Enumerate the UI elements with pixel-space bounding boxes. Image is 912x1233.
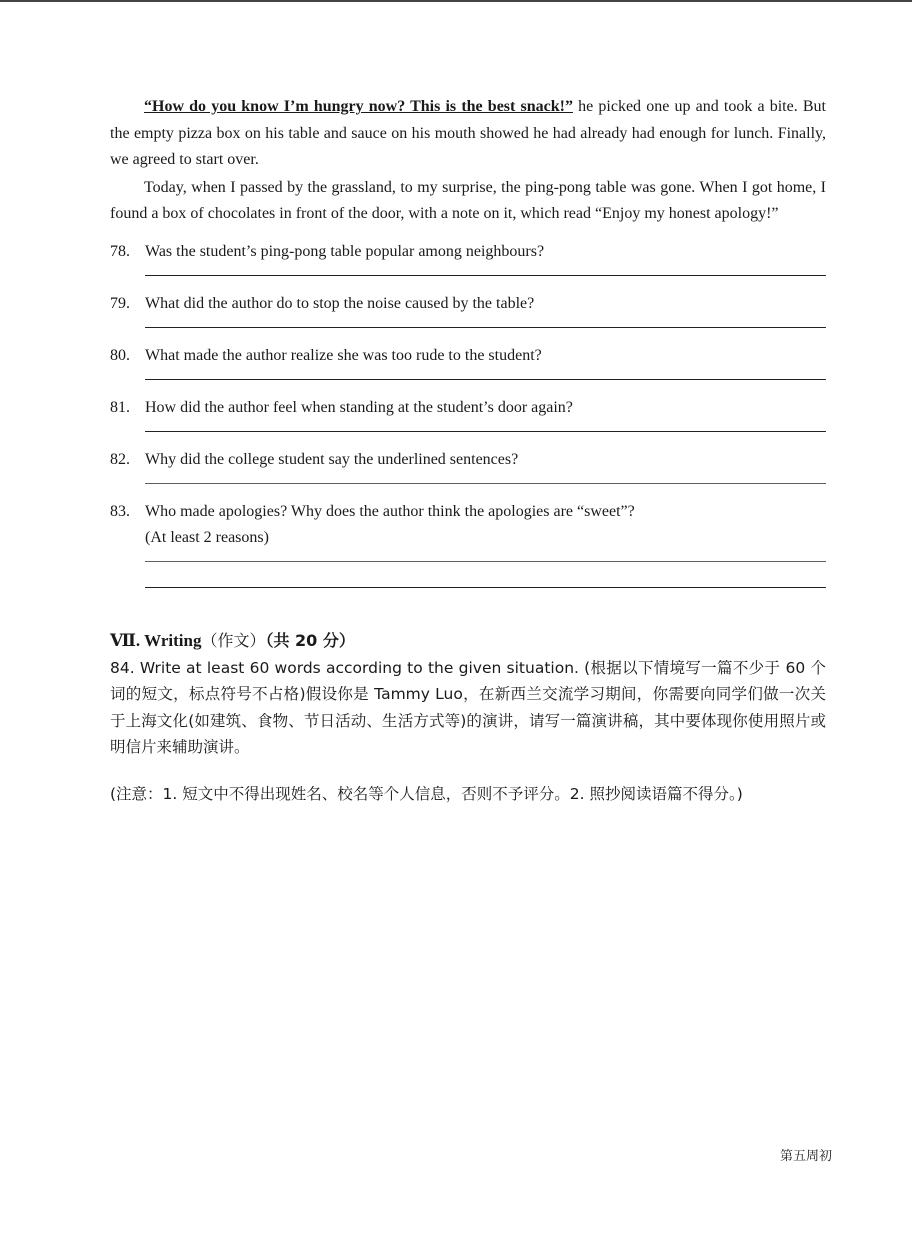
question-number: 80. (110, 346, 130, 364)
section-score: （共 20 分） (265, 630, 355, 650)
question-number: 82. (110, 450, 130, 468)
question-text: What did the author do to stop the noise caused by the table? (145, 294, 535, 312)
writing-task: 84. Write at least 60 words according to the given situation. (根据以下情境写一篇不少于 60 个词的短文，标点符号不占格)假设你是 Tammy Luo，在新西兰交流学习期间，你需要向同学们做一次关于上海文化(如建筑、食物、节日活动、生活方式等)的演讲，请写一篇演讲稿，其中要体现你使用照片或明信片来辅助演讲。 (110, 658, 826, 756)
section-roman-numeral: Ⅶ. (110, 630, 141, 650)
passage-paragraph-2: Today, when I passed by the grassland, to my surprise, the ping-pong table was gone. When I got home, I found a box of chocolates in front of the door, with a note on it, which read “Enjoy my honest apology!” (110, 178, 826, 222)
answer-line[interactable] (145, 483, 826, 484)
exam-page (110, 94, 826, 807)
question-79 (110, 293, 826, 345)
answer-line[interactable] (145, 431, 826, 432)
answer-line[interactable] (145, 587, 826, 588)
question-list (110, 241, 826, 613)
question-78 (110, 241, 826, 293)
writing-section-heading (110, 629, 826, 653)
question-text: Who made apologies? Why does the author think the apologies are “sweet”? (145, 502, 635, 520)
question-text: How did the author feel when standing at the student’s door again? (145, 398, 573, 416)
underlined-sentence: “How do you know I’m hungry now? This is the best snack!” (144, 98, 573, 115)
answer-line[interactable] (145, 275, 826, 276)
question-number: 81. (110, 398, 130, 416)
section-title: Writing (144, 630, 202, 650)
answer-line[interactable] (145, 561, 826, 562)
answer-line[interactable] (145, 327, 826, 328)
question-number: 78. (110, 242, 130, 260)
passage-paragraph-1 (110, 94, 826, 174)
question-80 (110, 345, 826, 397)
writing-note: (注意：1. 短文中不得出现姓名、校名等个人信息，否则不予评分。2. 照抄阅读语篇不得分。) (110, 784, 743, 803)
question-hint: (At least 2 reasons) (145, 528, 269, 546)
question-text: What made the author realize she was too rude to the student? (145, 346, 542, 364)
question-text: Why did the college student say the underlined sentences? (145, 450, 519, 468)
passage-paragraph-1-rest: he picked one up and took a bite. But the empty pizza box on his table and sauce on his mouth showed he had already had enough for lunch. Finally, we agreed to start over. (110, 98, 827, 168)
page-footer: 第五周初 (779, 1149, 832, 1164)
answer-line[interactable] (145, 379, 826, 380)
top-border (0, 0, 912, 2)
question-81 (110, 397, 826, 449)
question-82 (110, 449, 826, 501)
question-text: Was the student’s ping-pong table popular among neighbours? (145, 242, 545, 260)
question-number: 79. (110, 294, 130, 312)
section-title-cn: （作文） (201, 630, 266, 650)
question-number: 83. (110, 502, 130, 520)
question-83 (110, 501, 826, 613)
